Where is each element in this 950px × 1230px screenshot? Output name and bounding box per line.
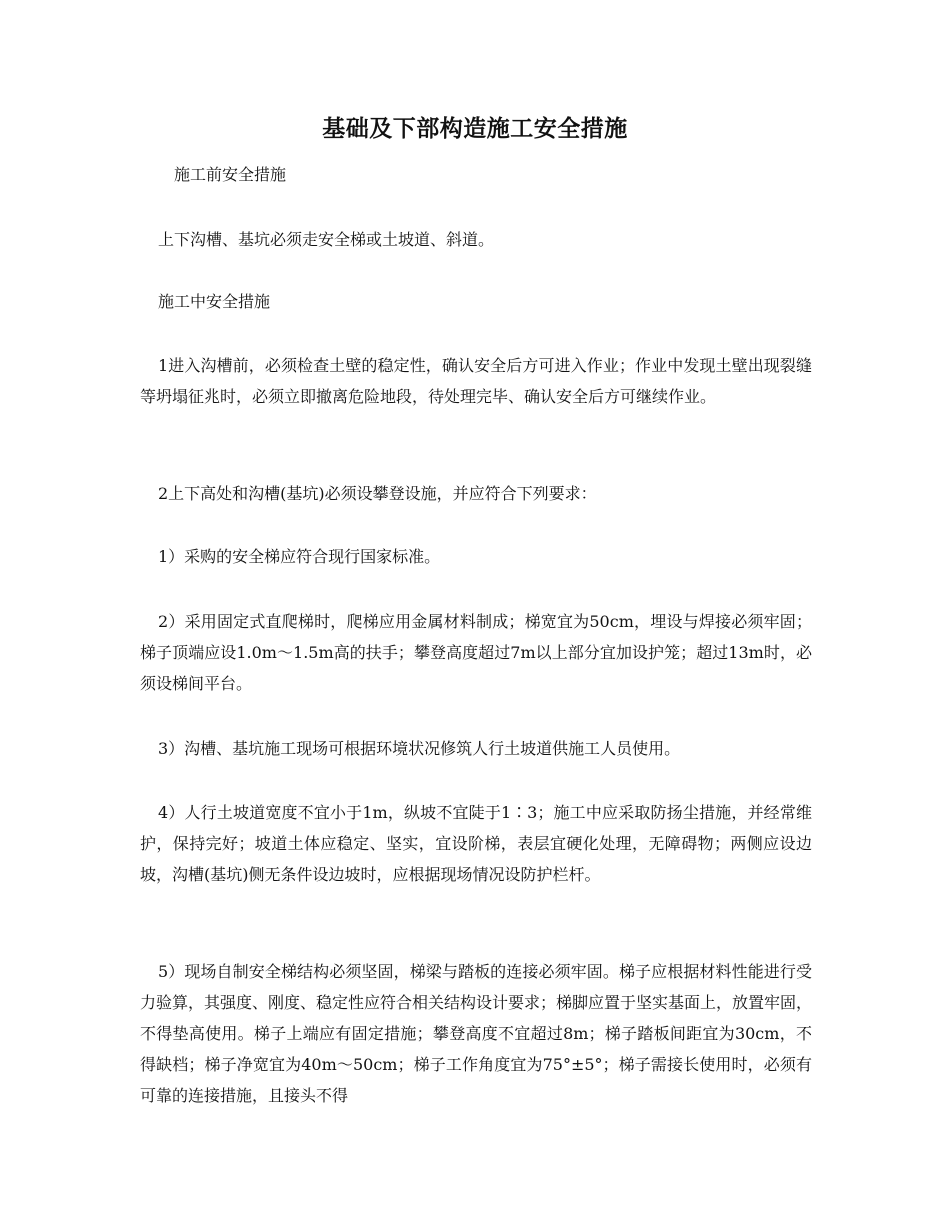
paragraph: 2上下高处和沟槽(基坑)必须设攀登设施，并应符合下列要求： bbox=[158, 484, 597, 503]
list-item: 2）采用固定式直爬梯时，爬梯应用金属材料制成；梯宽宜为50cm，埋设与焊接必须牢固；梯子顶端应设1.0m～1.5m高的扶手；攀登高度超过7m以上部分宜加设护笼；超过13m时，必须设梯间平台。 bbox=[140, 612, 812, 693]
list-item: 4）人行土坡道宽度不宜小于1m，纵坡不宜陡于1∶3；施工中应采取防扬尘措施，并经常维护，保持完好；坡道土体应稳定、坚实，宜设阶梯，表层宜硬化处理，无障碍物；两侧应设边坡，沟槽(基坑)侧无条件设边坡时，应根据现场情况设防护栏杆。 bbox=[140, 803, 812, 884]
list-item: 3）沟槽、基坑施工现场可根据环境状况修筑人行土坡道供施工人员使用。 bbox=[158, 739, 681, 758]
document-title: 基础及下部构造施工安全措施 bbox=[322, 115, 628, 142]
section-heading-during: 施工中安全措施 bbox=[158, 292, 271, 311]
paragraph: 1进入沟槽前，必须检查土壁的稳定性，确认安全后方可进入作业；作业中发现土壁出现裂缝等坍塌征兆时，必须立即撤离危险地段，待处理完毕、确认安全后方可继续作业。 bbox=[140, 356, 812, 406]
list-item: 5）现场自制安全梯结构必须坚固，梯梁与踏板的连接必须牢固。梯子应根据材料性能进行受力验算，其强度、刚度、稳定性应符合相关结构设计要求；梯脚应置于坚实基面上，放置牢固，不得垫高使用。梯子上端应有固定措施；攀登高度不宜超过8m；梯子踏板间距宜为30cm，不得缺档；梯子净宽宜为40m～50cm；梯子工作角度宜为75°±5°；梯子需接长使用时，必须有可靠的连接措施，且接头不得 bbox=[140, 962, 813, 1105]
section-heading-before: 施工前安全措施 bbox=[174, 165, 287, 184]
list-item: 1）采购的安全梯应符合现行国家标准。 bbox=[158, 547, 441, 566]
paragraph: 上下沟槽、基坑必须走安全梯或土坡道、斜道。 bbox=[158, 230, 495, 249]
